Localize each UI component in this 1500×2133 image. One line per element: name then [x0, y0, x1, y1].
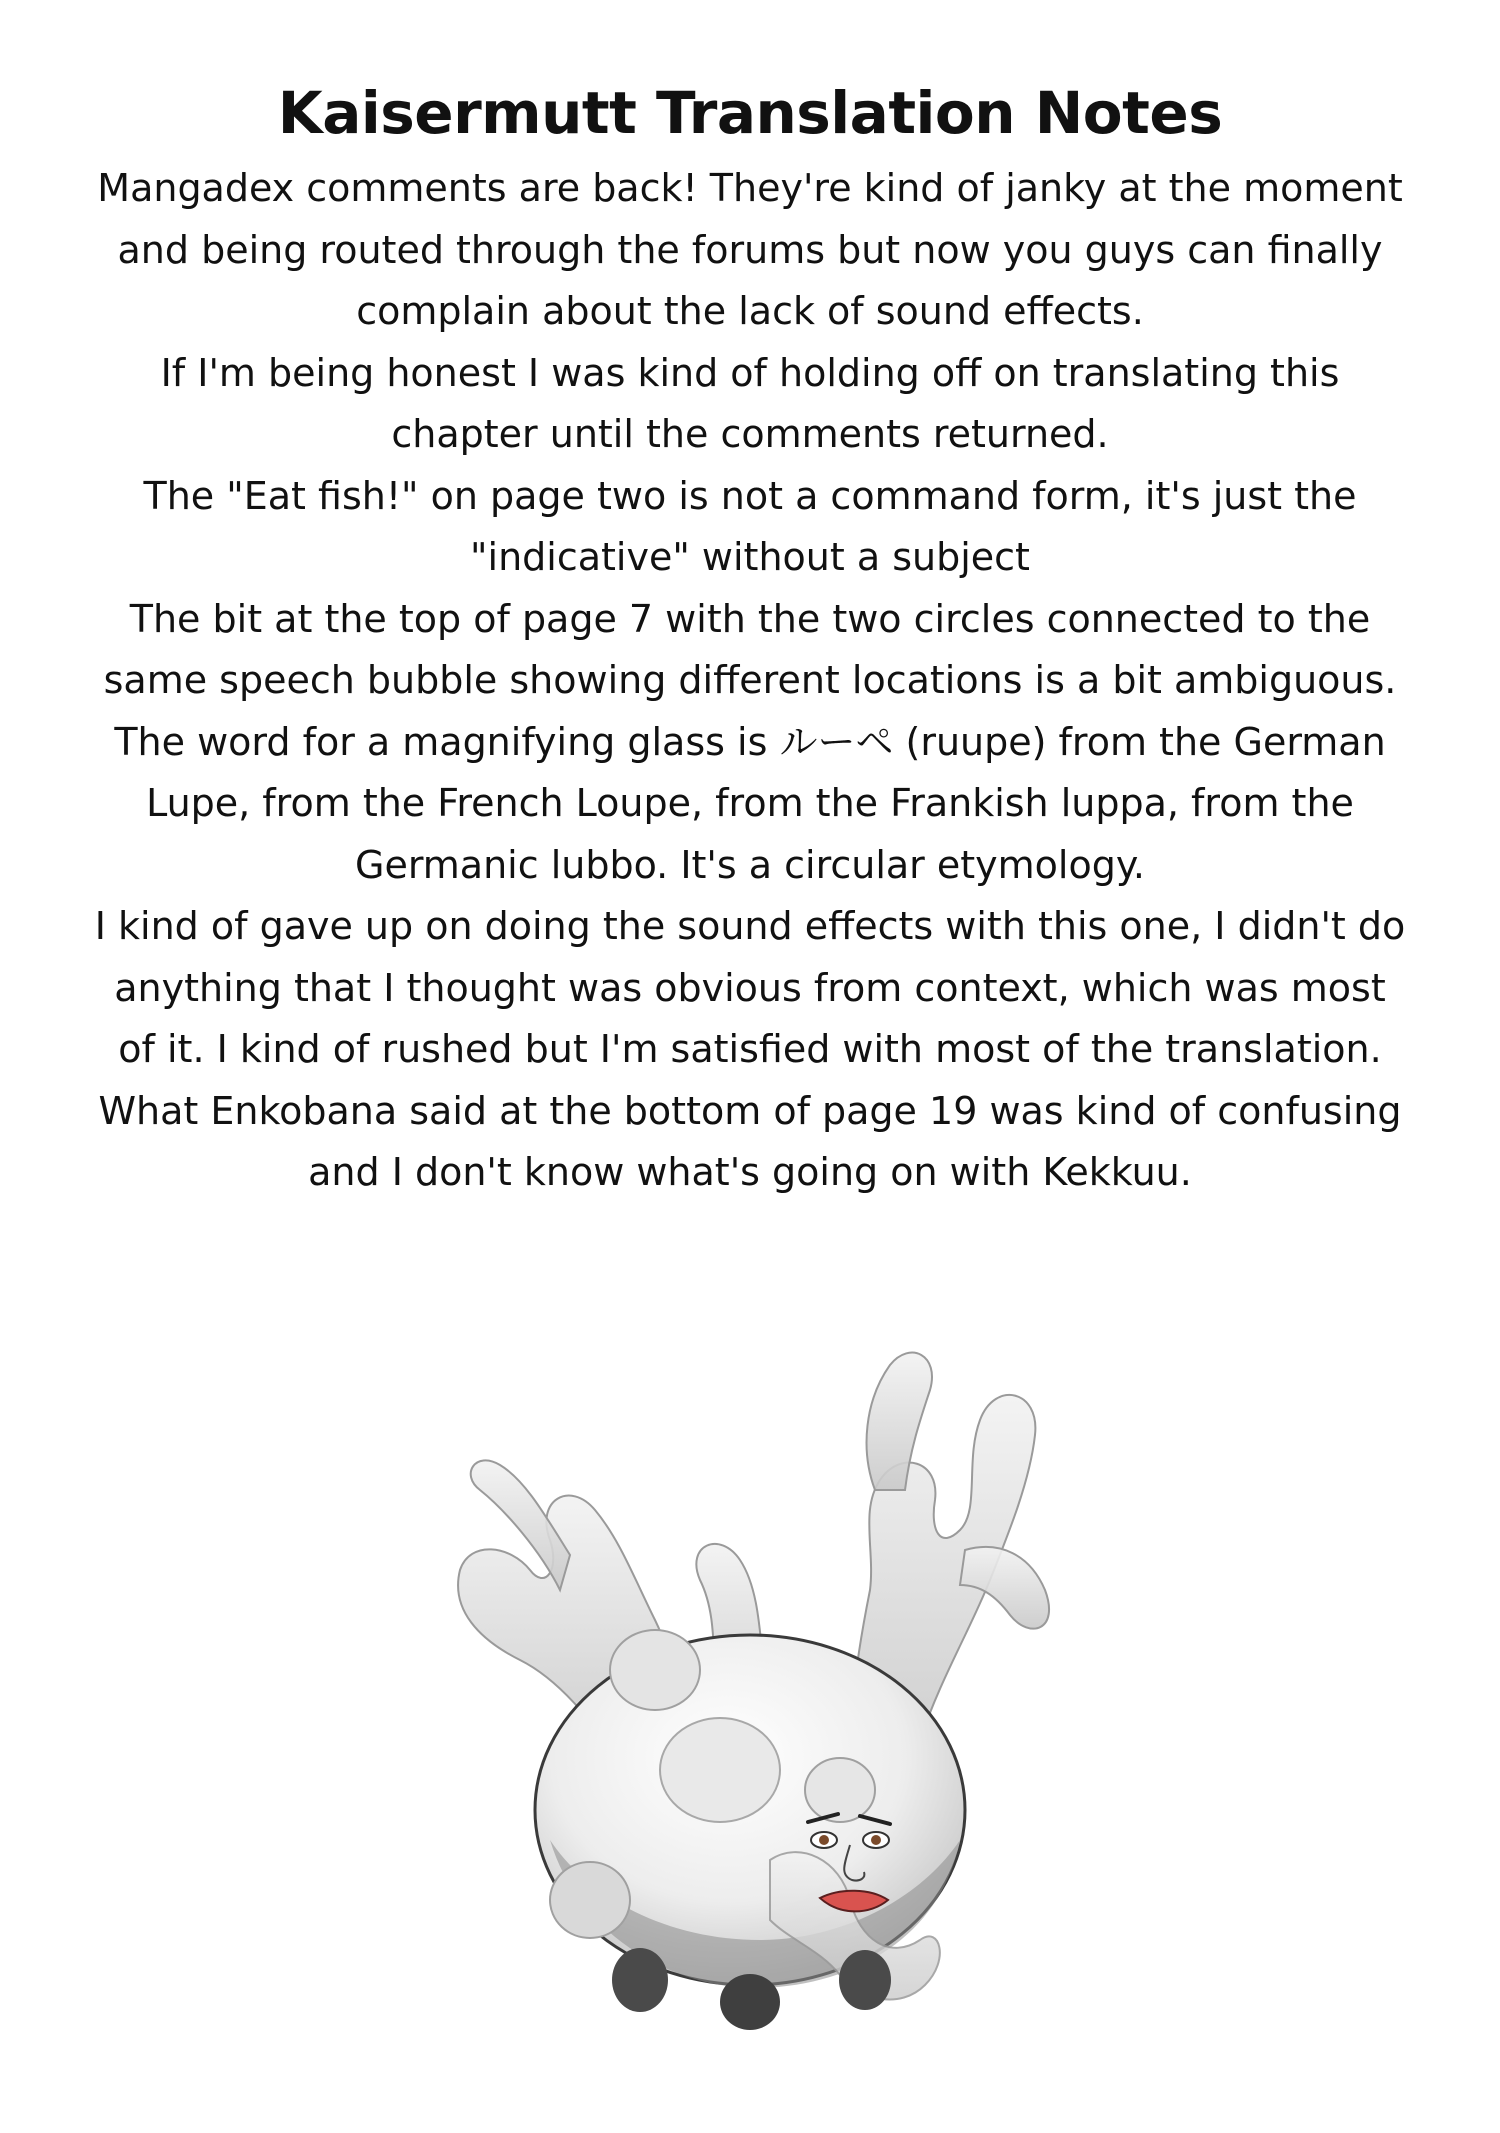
body-spot: [610, 1630, 700, 1710]
body-spot: [660, 1718, 780, 1822]
note-paragraph: Mangadex comments are back! They're kind of janky at the moment and being routed through the forums but now you guys can finally complain about the lack of sound effects.: [97, 166, 1403, 333]
note-paragraph: The "Eat fish!" on page two is not a command form, it's just the "indicative" without a subject: [143, 473, 1357, 579]
page-title: Kaisermutt Translation Notes: [277, 79, 1223, 147]
note-paragraph: The bit at the top of page 7 with the two circles connected to the same speech bubble showing different locations is a bit ambiguous.: [103, 596, 1397, 702]
notes-body: [90, 158, 1410, 1204]
creature-leg: [839, 1950, 891, 2010]
note-paragraph: The word for a magnifying glass is ルーペ (ruupe) from the German Lupe, from the French Loupe, from the Frankish luppa, from the Germanic lubbo. It's a circular etymology.: [114, 719, 1386, 887]
creature-leg: [720, 1974, 780, 2030]
creature-leg: [612, 1948, 668, 2012]
note-paragraph: I kind of gave up on doing the sound effects with this one, I didn't do anything that I thought was obvious from context, which was most of it. I kind of rushed but I'm satisfied with most of the translation. What Enkobana said at the bottom of page 19 was kind of confusing and I don't know what's going on with Kekkuu.: [94, 904, 1406, 1194]
body-spot: [550, 1862, 630, 1938]
body-spot: [805, 1758, 875, 1822]
coral-creature-illustration: [420, 1340, 1100, 2030]
note-paragraph: If I'm being honest I was kind of holding off on translating this chapter until the comments returned.: [160, 350, 1340, 456]
